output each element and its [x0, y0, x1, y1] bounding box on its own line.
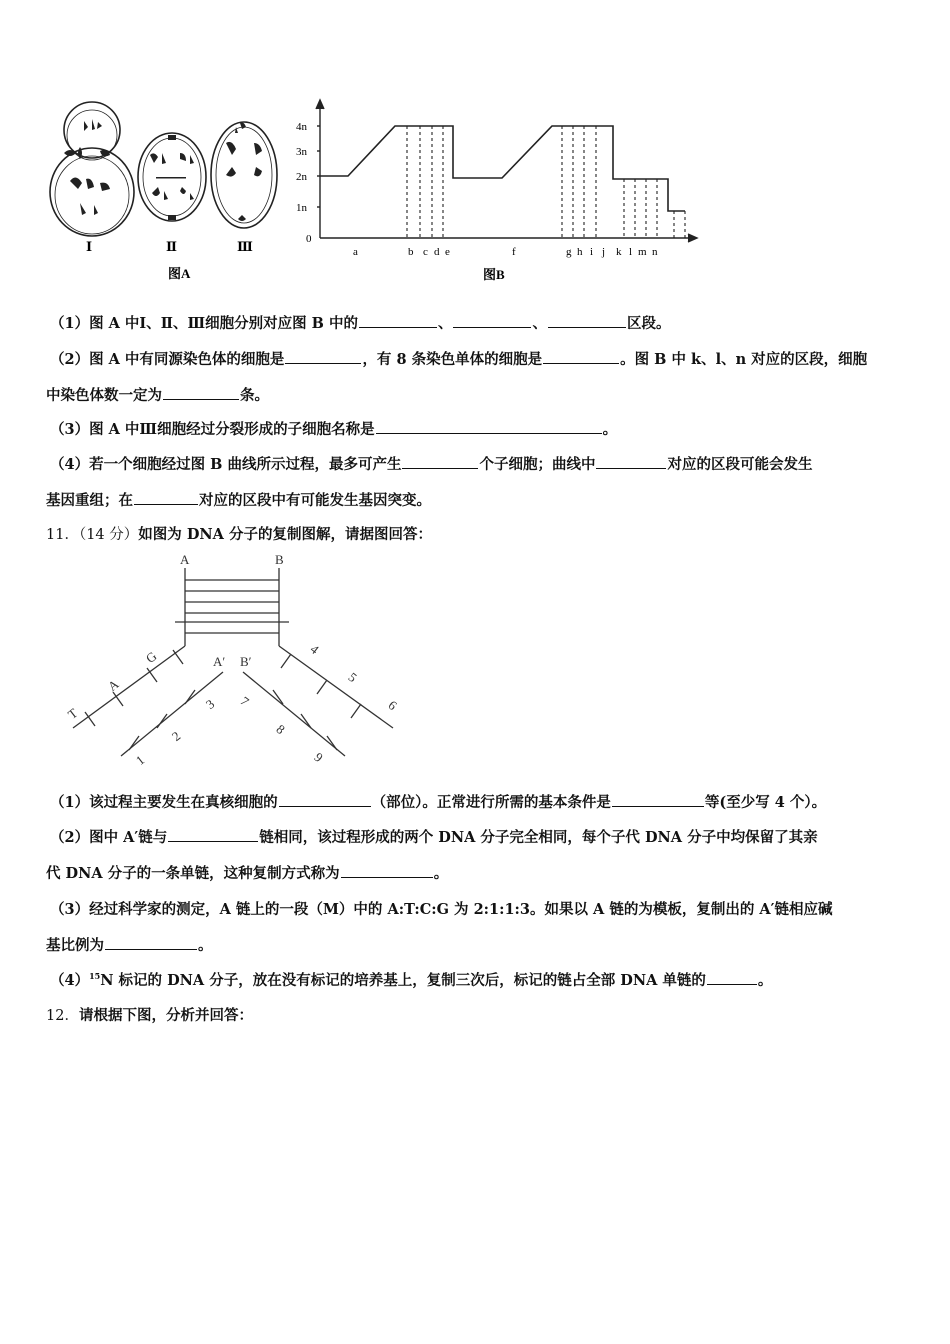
q11-part3-text: 基比例为 — [46, 937, 104, 954]
answer-blank[interactable] — [402, 454, 478, 469]
answer-blank[interactable] — [612, 792, 704, 807]
q10-part1-text: （1）图 A 中Ⅰ、Ⅱ、Ⅲ细胞分别对应图 B 中的 — [50, 315, 358, 332]
q11-part1-text: （1）该过程主要发生在真核细胞的 — [50, 794, 278, 811]
dna-base-G: G — [142, 648, 160, 666]
figb-seg-b: b — [408, 246, 414, 258]
q10-part4-text: （4）若一个细胞经过图 B 曲线所示过程，最多可产生 — [50, 456, 402, 473]
q10-part4-cont — [46, 489, 431, 510]
figb-ytick-3n: 3n — [296, 146, 307, 158]
figb-caption: 图B — [483, 267, 505, 282]
q10-part2-cont — [46, 384, 269, 405]
figure-a — [40, 95, 290, 285]
figb-seg-e: e — [445, 246, 450, 258]
figb-seg-d: d — [434, 246, 440, 258]
answer-blank[interactable] — [707, 970, 757, 985]
answer-blank[interactable] — [105, 935, 197, 950]
dna-base-9: 9 — [311, 749, 326, 766]
answer-blank[interactable] — [359, 313, 437, 328]
figb-seg-i: i — [590, 246, 594, 258]
q10-part4-text: 基因重组；在 — [46, 492, 133, 509]
figb-seg-f: f — [512, 246, 516, 258]
q10-part2 — [50, 348, 867, 369]
q11-part3-end: 。 — [198, 937, 213, 954]
answer-blank[interactable] — [376, 419, 602, 434]
dna-base-8: 8 — [273, 721, 288, 738]
q11-part2 — [50, 826, 818, 847]
figb-seg-n: n — [652, 246, 658, 258]
q10-part3 — [50, 418, 617, 439]
dna-base-T: T — [64, 705, 81, 722]
q10-part1-end: 区段。 — [626, 315, 671, 332]
figa-label-1: Ⅰ — [86, 239, 93, 254]
q11-number: 11．（14 分） — [46, 527, 139, 543]
q11-title: 如图为 DNA 分子的复制图解，请据图回答： — [138, 526, 432, 543]
q10-part4-text: 个子细胞；曲线中 — [479, 456, 596, 473]
figa-label-3: Ⅲ — [237, 239, 253, 254]
figb-ytick-4n: 4n — [296, 121, 307, 133]
q10-part3-end: 。 — [602, 421, 618, 438]
q11-part2-text: 代 DNA 分子的一条单链，这种复制方式称为 — [46, 865, 340, 882]
q10-part3-text: （3）图 A 中Ⅲ细胞经过分裂形成的子细胞名称是 — [50, 421, 375, 438]
dna-label-B-prime: B′ — [240, 654, 252, 669]
q11-part1-end: 等(至少写 4 个）。 — [704, 794, 827, 811]
figb-ytick-2n: 2n — [296, 171, 307, 183]
dna-base-1: 1 — [132, 752, 148, 768]
dna-label-A: A — [180, 552, 190, 567]
figb-seg-j: j — [602, 246, 606, 258]
answer-blank[interactable] — [279, 792, 371, 807]
q10-part1 — [50, 312, 670, 333]
answer-blank[interactable] — [341, 863, 433, 878]
q11-part2-end: 。 — [433, 865, 449, 882]
q10-part2-text: （2）图 A 中有同源染色体的细胞是 — [50, 351, 285, 368]
q11-part1 — [50, 791, 826, 812]
dna-base-5: 5 — [345, 669, 360, 686]
q10-part4 — [50, 453, 812, 474]
answer-blank[interactable] — [163, 385, 239, 400]
q12-heading — [46, 1004, 253, 1025]
dna-base-A: A — [104, 676, 122, 694]
q11-part4 — [50, 969, 772, 990]
q11-part4-text: N 标记的 DNA 分子，放在没有标记的培养基上，复制三次后，标记的链占全部 DNA 单链的 — [100, 972, 706, 989]
q10-part2-text: 中染色体数一定为 — [46, 387, 162, 404]
q10-part2-end: 条。 — [240, 387, 269, 404]
answer-blank[interactable] — [134, 490, 198, 505]
figb-seg-h: h — [577, 246, 583, 258]
q12-number: 12． — [46, 1008, 79, 1024]
figure-b — [290, 95, 710, 285]
q11-heading — [46, 523, 432, 544]
q11-part4-end: 。 — [757, 972, 773, 989]
q11-part2-text: 链相同，该过程形成的两个 DNA 分子完全相同，每个子代 DNA 分子中均保留了其亲 — [259, 829, 818, 846]
q12-title: 请根据下图，分析并回答： — [78, 1007, 253, 1024]
q11-part3-cont — [46, 934, 213, 955]
dna-label-A-prime: A′ — [213, 654, 226, 669]
dna-base-2: 2 — [168, 728, 184, 744]
answer-blank[interactable] — [548, 313, 626, 328]
figb-ytick-0: 0 — [306, 233, 312, 245]
answer-blank[interactable] — [285, 349, 361, 364]
answer-blank[interactable] — [168, 827, 258, 842]
q10-part4-end: 对应的区段中有可能发生基因突变。 — [199, 492, 431, 509]
q11-part1-text: （部位）。正常进行所需的基本条件是 — [371, 794, 611, 811]
figb-seg-k: k — [616, 246, 622, 258]
q11-part2-cont — [46, 862, 448, 883]
figa-label-2: Ⅱ — [166, 239, 177, 254]
dna-base-7: 7 — [237, 693, 252, 710]
answer-blank[interactable] — [543, 349, 619, 364]
q11-part4-prefix: （4） — [50, 972, 90, 989]
dna-replication-diagram — [55, 550, 415, 780]
dna-label-B: B — [275, 552, 284, 567]
q10-part4-text: 对应的区段可能会发生 — [667, 456, 813, 473]
figb-seg-l: l — [629, 246, 633, 258]
q10-part2-text: 。图 B 中 k、l、n 对应的区段，细胞 — [620, 351, 868, 368]
figb-seg-a: a — [353, 246, 358, 258]
dna-base-4: 4 — [307, 641, 322, 658]
figb-seg-c: c — [423, 246, 428, 258]
answer-blank[interactable] — [453, 313, 531, 328]
q11-part2-text: （2）图中 A′链与 — [50, 829, 168, 846]
q11-part3 — [50, 898, 832, 919]
figb-seg-g: g — [566, 246, 572, 258]
dna-base-3: 3 — [202, 696, 218, 712]
q10-part1-sep: 、 — [532, 315, 547, 332]
q10-part1-sep: 、 — [437, 315, 453, 332]
q10-part2-text: ，有 8 条染色单体的细胞是 — [362, 351, 543, 368]
figb-ytick-1n: 1n — [296, 202, 307, 214]
answer-blank[interactable] — [596, 454, 666, 469]
figb-seg-m: m — [638, 246, 647, 258]
isotope-superscript: 15 — [89, 971, 101, 982]
figa-caption: 图A — [168, 266, 191, 281]
dna-base-6: 6 — [385, 697, 400, 714]
q11-part3-text: （3）经过科学家的测定，A 链上的一段（M）中的 A:T:C:G 为 2:1:1:3。如果以 A 链的为模板，复制出的 A′链相应碱 — [50, 901, 833, 918]
